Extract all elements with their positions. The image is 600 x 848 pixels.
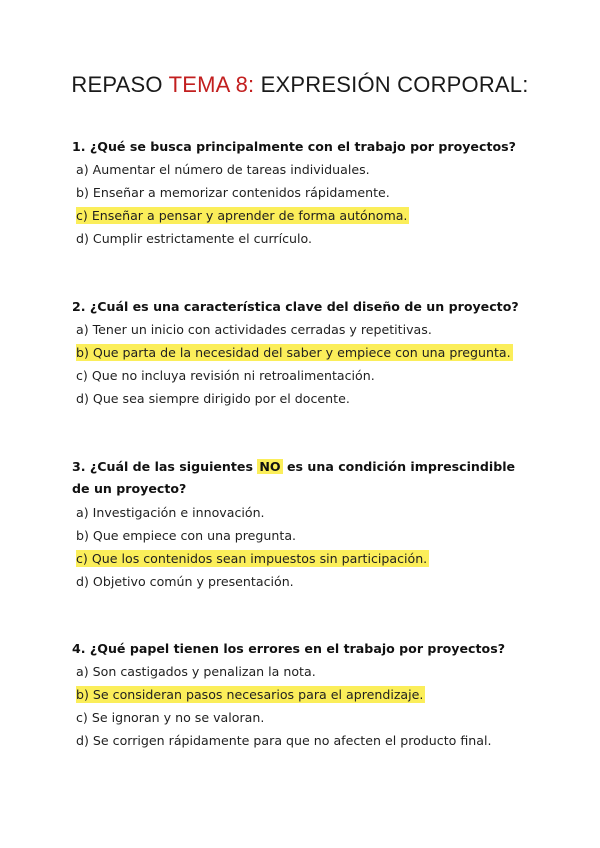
question-4-option-b [76,685,425,705]
option-text: d) Cumplir estrictamente el currículo. [76,231,312,246]
question-4: 4. ¿Qué papel tienen los errores en el trabajo por proyectos? [72,641,505,656]
title-suffix: EXPRESIÓN CORPORAL: [254,72,529,97]
question-3-text-before: 3. ¿Cuál de las siguientes [72,459,258,474]
option-text: a) Son castigados y penalizan la nota. [76,664,316,679]
question-3-option-c [76,549,429,569]
question-1-option-a [76,160,370,180]
question-2-option-c [76,366,375,386]
option-text: a) Tener un inicio con actividades cerradas y repetitivas. [76,322,432,337]
question-3-option-a [76,503,265,523]
question-2-option-b [76,343,513,363]
title-prefix: REPASO [71,72,169,97]
option-text: b) Que empiece con una pregunta. [76,528,297,543]
highlighted-answer: b) Se consideran pasos necesarios para el aprendizaje. [76,687,424,702]
question-1-option-c [76,206,409,226]
question-4-option-c [76,708,264,728]
option-text: b) Enseñar a memorizar contenidos rápidamente. [76,185,390,200]
highlighted-answer: c) Enseñar a pensar y aprender de forma autónoma. [76,208,408,223]
title-accent: TEMA 8: [168,72,255,97]
option-text: a) Investigación e innovación. [76,505,265,520]
option-text: d) Que sea siempre dirigido por el docente. [76,391,350,406]
option-text: d) Se corrigen rápidamente para que no afecten el producto final. [76,733,492,748]
option-text: c) Se ignoran y no se valoran. [76,710,265,725]
question-3 [72,456,522,500]
page-title [0,72,600,98]
option-text: c) Que no incluya revisión ni retroalimentación. [76,368,375,383]
question-1: 1. ¿Qué se busca principalmente con el trabajo por proyectos? [72,139,516,154]
option-text: a) Aumentar el número de tareas individuales. [76,162,370,177]
question-3-option-b [76,526,296,546]
question-2: 2. ¿Cuál es una característica clave del diseño de un proyecto? [72,299,519,314]
option-text: d) Objetivo común y presentación. [76,574,294,589]
question-1-option-d [76,229,312,249]
question-4-option-d [76,731,491,751]
highlighted-answer: b) Que parta de la necesidad del saber y empiece con una pregunta. [76,345,511,360]
question-3-text-after: es una condición imprescindible de un proyecto? [72,459,516,496]
question-3-emphasis: NO [259,459,281,474]
question-2-option-d [76,389,350,409]
question-4-option-a [76,662,316,682]
question-3-option-d [76,572,294,592]
question-1-option-b [76,183,390,203]
question-2-option-a [76,320,432,340]
highlighted-answer: c) Que los contenidos sean impuestos sin participación. [76,551,428,566]
